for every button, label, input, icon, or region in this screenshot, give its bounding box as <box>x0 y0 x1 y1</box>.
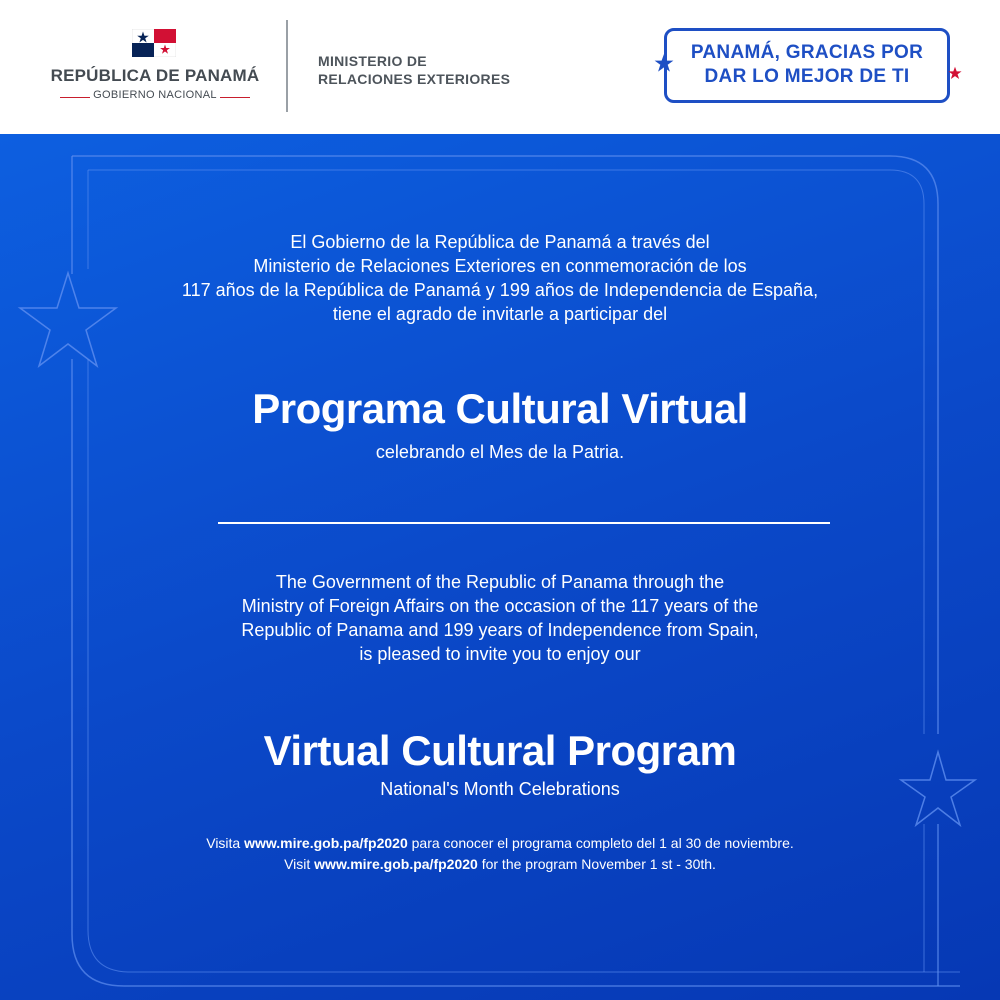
section-divider <box>218 522 830 524</box>
republic-title: REPÚBLICA DE PANAMÁ <box>50 66 260 85</box>
spanish-intro-line: tiene el agrado de invitarle a participar del <box>332 304 668 324</box>
header-bar <box>0 0 1000 134</box>
program-url-link[interactable]: www.mire.gob.pa/fp2020 <box>244 835 408 851</box>
ministry-name <box>318 52 510 88</box>
visit-suffix: para conocer el programa completo del 1 al 30 de noviembre. <box>407 835 794 851</box>
english-intro-line: Ministry of Foreign Affairs on the occasion of the 117 years of the <box>241 596 759 616</box>
spanish-visit-line <box>0 834 1000 853</box>
english-intro-line: is pleased to invite you to enjoy our <box>359 644 641 664</box>
panama-flag-icon <box>132 29 176 57</box>
slogan-line-1: PANAMÁ, GRACIAS POR <box>690 42 924 63</box>
english-program-subtitle: National's Month Celebrations <box>380 779 620 799</box>
slogan-line-2: DAR LO MEJOR DE TI <box>704 66 910 87</box>
spanish-intro-line: El Gobierno de la República de Panamá a través del <box>290 232 710 252</box>
government-subtitle-row <box>50 88 260 106</box>
spanish-program-subtitle: celebrando el Mes de la Patria. <box>375 442 625 462</box>
program-url-link[interactable]: www.mire.gob.pa/fp2020 <box>314 856 478 872</box>
spanish-intro-line: Ministerio de Relaciones Exteriores en conmemoración de los <box>253 256 747 276</box>
blue-star-icon <box>654 53 674 73</box>
spanish-intro <box>0 230 1000 326</box>
english-program-title: Virtual Cultural Program <box>263 727 737 774</box>
english-intro <box>0 570 1000 666</box>
invitation-panel <box>0 134 1000 1000</box>
spanish-intro-line: 117 años de la República de Panamá y 199 años de Independencia de España, <box>181 280 819 300</box>
visit-prefix: Visita <box>206 835 245 851</box>
header-divider <box>286 20 288 112</box>
english-intro-line: The Government of the Republic of Panama through the <box>275 572 725 592</box>
red-star-icon <box>948 66 962 80</box>
ministry-line-1: MINISTERIO DE <box>318 53 427 69</box>
right-rule <box>220 97 250 98</box>
spanish-program-title: Programa Cultural Virtual <box>252 385 748 432</box>
ministry-line-2: RELACIONES EXTERIORES <box>318 71 511 87</box>
english-intro-line: Republic of Panama and 199 years of Independence from Spain, <box>241 620 759 640</box>
english-visit-line <box>0 855 1000 874</box>
slogan-text <box>664 41 950 89</box>
visit-suffix: for the program November 1 st - 30th. <box>477 856 716 872</box>
government-label: GOBIERNO NACIONAL <box>93 89 217 101</box>
visit-prefix: Visit <box>284 856 315 872</box>
